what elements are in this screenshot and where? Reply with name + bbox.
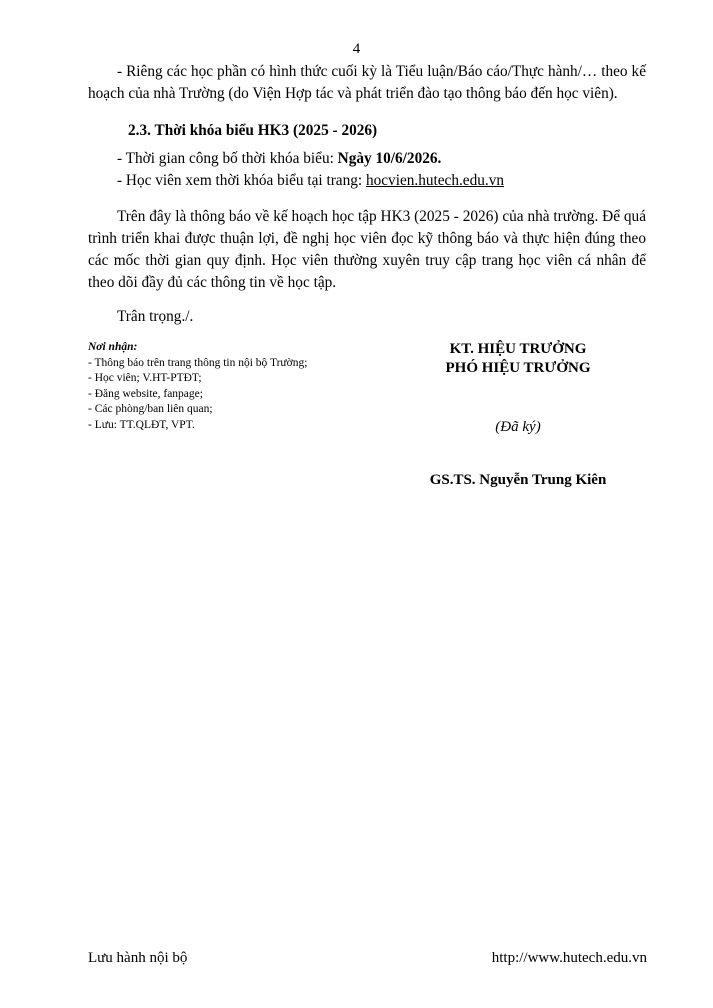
recipient-item: - Các phòng/ban liên quan; [88,403,213,415]
recipient-item: - Lưu: TT.QLĐT, VPT. [88,418,195,431]
publish-date-value: Ngày 10/6/2026. [337,150,442,167]
recipient-item: - Học viên; V.HT-PTĐT; [88,372,202,384]
page-number: 4 [352,41,361,57]
signature-role [400,340,636,378]
closing-paragraph: Trên đây là thông báo về kế hoạch học tập HK3 (2025 - 2026) của nhà trường. Để quá trình triển khai được thuận lợi, đề nghị học viên đọc kỹ thông báo và thực hiện đúng theo các mốc thời gian quy định. Học viên thường xuyên truy cập trang học viên cá nhân để theo dõi đầy đủ các thông tin về học tập. [88,208,646,291]
signature-signed-note: (Đã ký) [495,419,541,435]
signatory-name: GS.TS. Nguyễn Trung Kiên [429,472,607,488]
publish-date-line [88,148,646,170]
exam-format-note [88,61,646,105]
recipient-item: - Đăng website, fanpage; [88,387,203,400]
footer-left-text: Lưu hành nội bộ [88,950,188,966]
section-heading: 2.3. Thời khóa biểu HK3 (2025 - 2026) [128,122,378,139]
timetable-site-line [88,170,646,192]
exam-format-paragraph: - Riêng các học phần có hình thức cuối kỳ là Tiểu luận/Báo cáo/Thực hành/… theo kế hoạch của nhà Trường (do Viện Hợp tác và phát triển đào tạo thông báo đến học viên). [88,63,646,102]
section-2-3 [88,120,646,192]
signature-role-line2: PHÓ HIỆU TRƯỞNG [445,360,591,376]
regards-line: Trân trọng./. [117,308,194,325]
closing-section [88,206,646,328]
recipient-item: - Thông báo trên trang thông tin nội bộ Trường; [88,356,308,369]
recipients-block [88,340,307,433]
timetable-site-label: - Học viên xem thời khóa biểu tại trang: [117,172,366,189]
signature-role-line1: KT. HIỆU TRƯỞNG [449,341,587,357]
footer-website-link[interactable]: http://www.hutech.edu.vn [491,950,647,966]
publish-date-label: - Thời gian công bố thời khóa biểu: [117,150,338,167]
recipients-title: Nơi nhận: [88,341,138,353]
timetable-site-link[interactable]: hocvien.hutech.edu.vn [365,172,505,189]
